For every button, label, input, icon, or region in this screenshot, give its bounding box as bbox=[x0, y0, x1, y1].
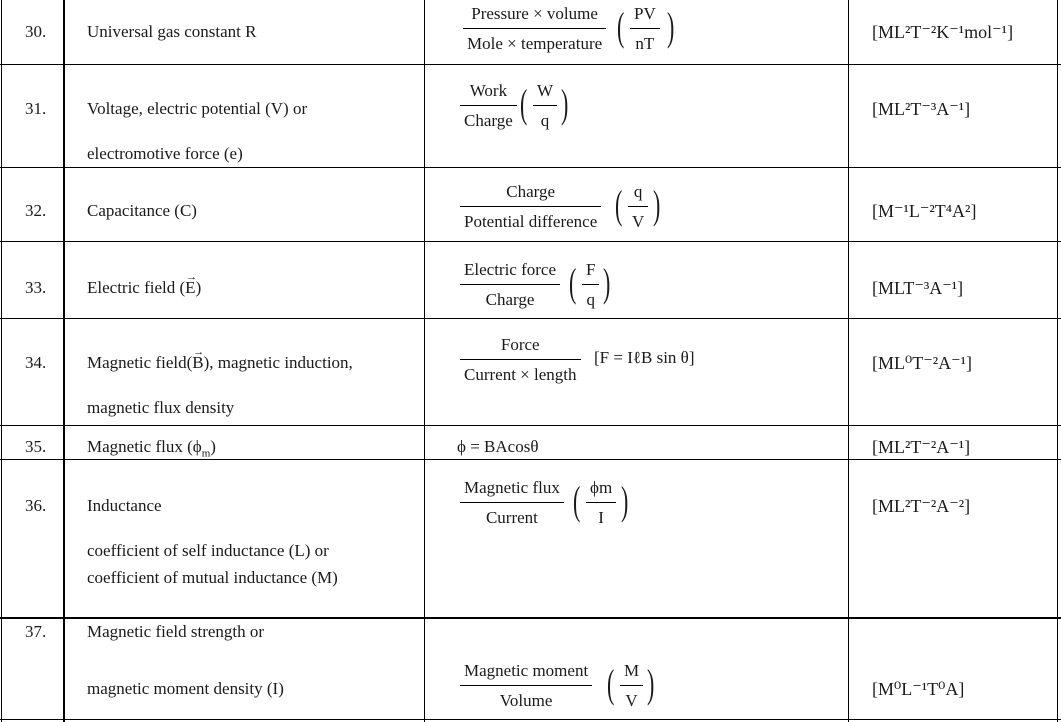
left-paren: ( bbox=[519, 81, 528, 126]
dimension-formula: [ML⁰T⁻²A⁻¹] bbox=[872, 353, 972, 373]
row-number: 30. bbox=[25, 22, 47, 41]
left-paren: ( bbox=[606, 661, 615, 706]
fraction-numerator: Force bbox=[460, 335, 581, 360]
quantity-text-end: ) bbox=[195, 278, 202, 297]
row-number: 32. bbox=[25, 201, 47, 220]
row-number: 31. bbox=[25, 99, 47, 118]
column-divider bbox=[63, 0, 65, 722]
quantity-text-end: ), magnetic induction, bbox=[203, 353, 353, 372]
fraction-denominator: Current × length bbox=[464, 365, 577, 384]
quantity-subscript: m bbox=[201, 447, 211, 460]
formula-fraction bbox=[460, 661, 592, 711]
right-paren: ) bbox=[602, 260, 611, 305]
row-number: 34. bbox=[25, 353, 47, 372]
quantity-name-line2: electromotive force (e) bbox=[87, 144, 243, 163]
fraction-denominator: Current bbox=[485, 508, 538, 527]
row-number: 35. bbox=[25, 437, 47, 456]
fraction-denominator: V bbox=[625, 691, 638, 710]
right-paren: ) bbox=[560, 81, 569, 126]
formula-fraction bbox=[463, 4, 606, 54]
fraction-denominator: Potential difference bbox=[464, 212, 598, 231]
dimension-formula: [ML²T⁻²A⁻²] bbox=[872, 496, 971, 516]
right-paren: ) bbox=[652, 182, 661, 227]
dimension-formula: [M⁰L⁻¹T⁰A] bbox=[872, 679, 965, 699]
symbol-fraction bbox=[620, 661, 643, 711]
fraction-numerator: F bbox=[582, 260, 599, 285]
column-divider bbox=[848, 0, 849, 722]
symbol-fraction bbox=[582, 260, 599, 310]
quantity-name-line2: magnetic moment density (I) bbox=[87, 679, 284, 698]
fraction-denominator: nT bbox=[635, 34, 655, 53]
row-number: 36. bbox=[25, 496, 47, 515]
formula-text: ϕ = BAcosθ bbox=[457, 437, 539, 456]
left-paren: ( bbox=[568, 260, 577, 305]
quantity-name: Universal gas constant R bbox=[87, 22, 257, 41]
quantity-name: Inductance bbox=[87, 496, 162, 515]
quantity-text: Magnetic field( bbox=[87, 353, 193, 372]
fraction-denominator: Mole × temperature bbox=[467, 34, 603, 53]
row-divider bbox=[0, 459, 1061, 460]
row-number: 33. bbox=[25, 278, 47, 297]
fraction-numerator: Pressure × volume bbox=[463, 4, 606, 29]
right-paren: ) bbox=[646, 661, 655, 706]
left-paren: ( bbox=[572, 478, 581, 523]
dimension-formula: [ML²T⁻²K⁻¹mol⁻¹] bbox=[872, 22, 1014, 42]
fraction-numerator: Charge bbox=[460, 182, 601, 207]
fraction-numerator: Magnetic moment bbox=[460, 661, 592, 686]
symbol-fraction bbox=[533, 81, 557, 131]
formula-fraction bbox=[460, 478, 564, 528]
fraction-denominator: Volume bbox=[499, 691, 553, 710]
quantity-name: Magnetic field strength or bbox=[87, 622, 265, 641]
row-divider bbox=[0, 167, 1061, 168]
row-divider bbox=[0, 425, 1061, 426]
row-number: 37. bbox=[25, 622, 47, 641]
left-paren: ( bbox=[614, 182, 623, 227]
row-divider bbox=[0, 241, 1061, 242]
left-paren: ( bbox=[616, 4, 625, 49]
row-divider bbox=[0, 617, 1061, 619]
row-divider bbox=[0, 719, 1061, 720]
column-divider bbox=[424, 0, 425, 722]
symbol-fraction bbox=[586, 478, 616, 528]
fraction-denominator: q bbox=[586, 290, 595, 309]
row-divider bbox=[0, 64, 1061, 65]
fraction-denominator: I bbox=[598, 508, 604, 527]
table-border-right bbox=[1057, 0, 1058, 722]
formula-fraction bbox=[460, 81, 517, 131]
dimension-formula: [ML²T⁻³A⁻¹] bbox=[872, 99, 971, 119]
fraction-numerator: M bbox=[620, 661, 643, 686]
table-border-left bbox=[1, 0, 2, 722]
fraction-numerator: Magnetic flux bbox=[460, 478, 564, 503]
dimension-formula: [ML²T⁻²A⁻¹] bbox=[872, 437, 971, 457]
quantity-name-line2: magnetic flux density bbox=[87, 398, 235, 417]
right-paren: ) bbox=[620, 478, 629, 523]
fraction-denominator: Charge bbox=[485, 290, 535, 309]
quantity-name bbox=[87, 278, 201, 298]
force-relation: [F = IℓB sin θ] bbox=[594, 348, 695, 367]
formula-fraction bbox=[460, 182, 601, 232]
quantity-text: Magnetic flux (ϕ bbox=[87, 437, 202, 456]
row-divider bbox=[0, 318, 1061, 319]
fraction-numerator: Work bbox=[460, 81, 517, 106]
fraction-numerator: W bbox=[533, 81, 557, 106]
fraction-denominator: V bbox=[632, 212, 645, 231]
symbol-fraction bbox=[628, 182, 648, 232]
quantity-text: Electric field ( bbox=[87, 278, 186, 297]
right-paren: ) bbox=[666, 4, 675, 49]
fraction-numerator: Electric force bbox=[460, 260, 560, 285]
quantity-name bbox=[87, 437, 216, 460]
quantity-name: Capacitance (C) bbox=[87, 201, 197, 220]
fraction-numerator: PV bbox=[630, 4, 660, 29]
quantity-name bbox=[87, 353, 353, 373]
quantity-text-end: ) bbox=[210, 437, 216, 456]
formula-fraction bbox=[460, 335, 581, 385]
dimension-formula: [MLT⁻³A⁻¹] bbox=[872, 278, 964, 298]
fraction-numerator: ϕm bbox=[586, 478, 616, 503]
vector-symbol: → B bbox=[192, 353, 203, 373]
fraction-denominator: q bbox=[540, 111, 550, 130]
fraction-denominator: Charge bbox=[464, 111, 513, 130]
quantity-name-line2: coefficient of self inductance (L) or bbox=[87, 541, 329, 560]
vector-symbol: → E bbox=[185, 278, 195, 298]
dimension-formula: [M⁻¹L⁻²T⁴A²] bbox=[872, 201, 977, 221]
quantity-name-line3: coefficient of mutual inductance (M) bbox=[87, 568, 338, 587]
symbol-fraction bbox=[630, 4, 660, 54]
formula-fraction bbox=[460, 260, 560, 310]
quantity-name: Voltage, electric potential (V) or bbox=[87, 99, 308, 118]
fraction-numerator: q bbox=[628, 182, 648, 207]
